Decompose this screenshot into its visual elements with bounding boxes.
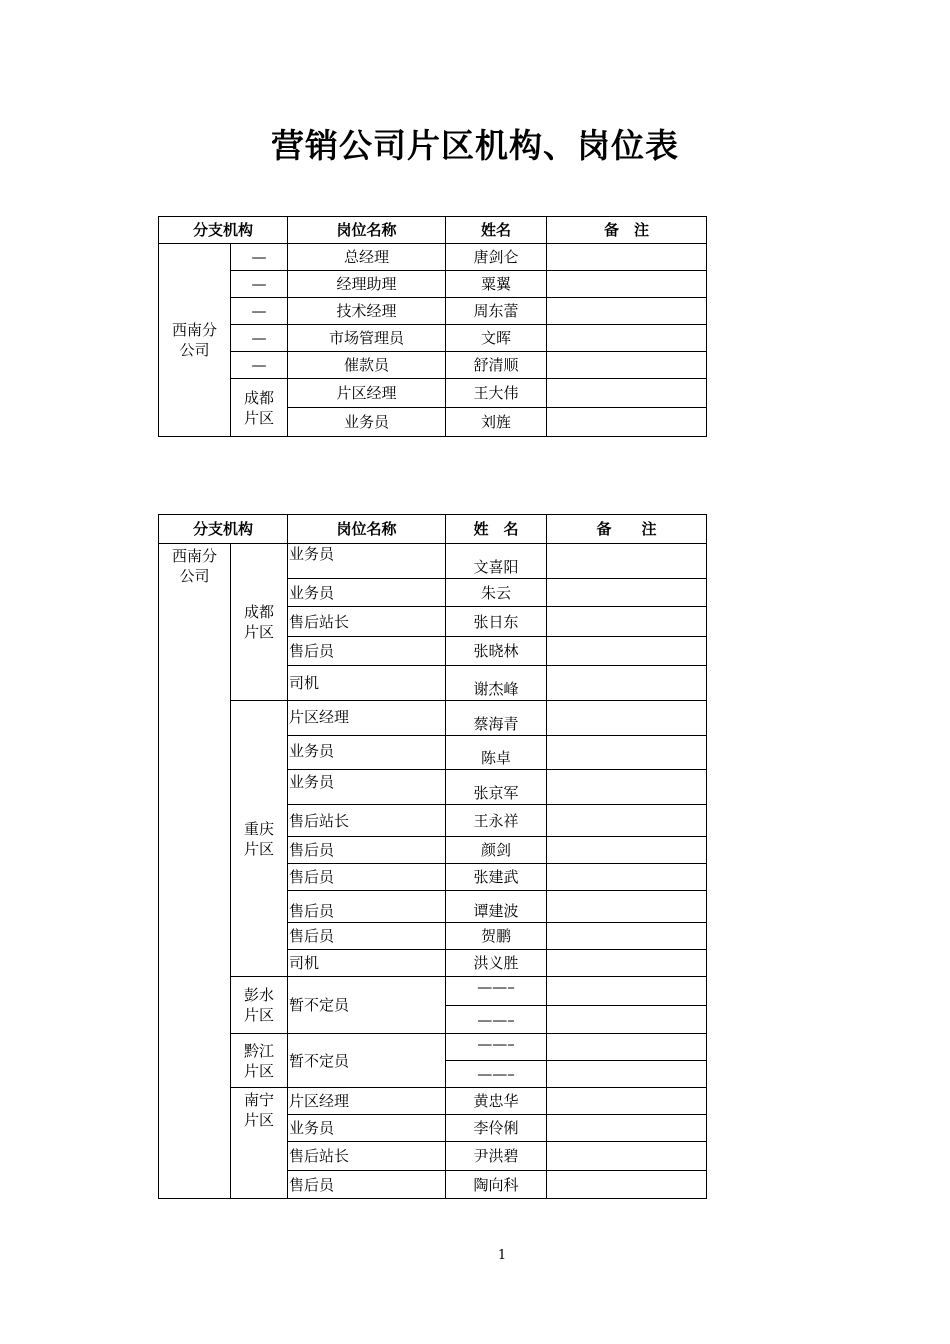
area-line: 重庆 bbox=[244, 819, 275, 838]
position-cell: 经理助理 bbox=[288, 271, 446, 298]
area-line: 彭水 bbox=[244, 986, 275, 1004]
area-line: 片区 bbox=[244, 623, 275, 641]
name-cell: 张日东 bbox=[446, 607, 547, 637]
remark-cell bbox=[547, 770, 707, 805]
org-table-2 bbox=[158, 514, 707, 1199]
name-cell: 粟翼 bbox=[446, 271, 547, 298]
position-cell: 总经理 bbox=[288, 244, 446, 271]
branch-line: 公司 bbox=[179, 567, 210, 585]
position-cell: 售后员 bbox=[288, 637, 446, 666]
name-cell: 黄忠华 bbox=[446, 1088, 547, 1115]
header-remark: 备 注 bbox=[547, 217, 707, 244]
area-line: 成都 bbox=[244, 388, 275, 407]
sub-dash: — bbox=[231, 352, 288, 379]
table-row bbox=[159, 1088, 707, 1115]
header-position: 岗位名称 bbox=[288, 515, 446, 544]
name-cell: 尹洪碧 bbox=[446, 1142, 547, 1171]
sub-dash: — bbox=[231, 325, 288, 352]
position-cell: 业务员 bbox=[288, 544, 446, 579]
position-cell: 售后站长 bbox=[288, 607, 446, 637]
sub-dash: — bbox=[231, 298, 288, 325]
table-row bbox=[159, 1034, 707, 1061]
name-cell: 洪义胜 bbox=[446, 950, 547, 977]
dash-placeholder: ——– bbox=[477, 1010, 515, 1029]
remark-cell bbox=[547, 637, 707, 666]
area-line: 片区 bbox=[244, 408, 275, 427]
branch-line: 西南分 bbox=[171, 547, 217, 565]
position-cell: 售后员 bbox=[288, 891, 446, 923]
name-cell: 蔡海青 bbox=[446, 701, 547, 736]
name-cell: 谭建波 bbox=[446, 891, 547, 923]
area-line: 黔江 bbox=[244, 1041, 275, 1060]
area-line: 片区 bbox=[244, 1061, 275, 1080]
name-cell: 李伶俐 bbox=[446, 1115, 547, 1142]
branch-line: 公司 bbox=[179, 341, 210, 359]
position-cell: 售后员 bbox=[288, 1171, 446, 1199]
name-cell bbox=[446, 1061, 547, 1088]
remark-cell bbox=[547, 891, 707, 923]
name-cell: 陶向科 bbox=[446, 1171, 547, 1199]
area-line: 片区 bbox=[244, 839, 275, 858]
name-cell: 张晓林 bbox=[446, 637, 547, 666]
table-row bbox=[159, 977, 707, 1006]
name-cell: 舒清顺 bbox=[446, 352, 547, 379]
name-cell: 刘旌 bbox=[446, 408, 547, 437]
remark-cell bbox=[547, 736, 707, 770]
area-line: 片区 bbox=[244, 1006, 275, 1024]
name-cell bbox=[446, 977, 547, 1006]
table-header-row bbox=[159, 515, 707, 544]
remark-cell bbox=[547, 1006, 707, 1034]
branch-line: 西南分 bbox=[171, 321, 217, 339]
position-cell: 业务员 bbox=[288, 579, 446, 607]
sub-dash: — bbox=[231, 271, 288, 298]
page-number: 1 bbox=[497, 1248, 507, 1263]
header-branch: 分支机构 bbox=[159, 515, 288, 544]
dash-placeholder: ——– bbox=[477, 1065, 515, 1083]
remark-cell bbox=[547, 1088, 707, 1115]
table-row bbox=[159, 701, 707, 736]
position-cell: 市场管理员 bbox=[288, 325, 446, 352]
name-cell: 谢杰峰 bbox=[446, 666, 547, 701]
chongqing-cell bbox=[231, 701, 288, 977]
dash-placeholder: ——– bbox=[477, 978, 515, 996]
name-cell: 文喜阳 bbox=[446, 544, 547, 579]
position-cell: 售后站长 bbox=[288, 805, 446, 837]
remark-cell bbox=[547, 701, 707, 736]
remark-cell bbox=[547, 805, 707, 837]
position-cell: 片区经理 bbox=[288, 1088, 446, 1115]
table-row bbox=[159, 298, 707, 325]
sub-dash: — bbox=[231, 244, 288, 271]
remark-cell bbox=[547, 1115, 707, 1142]
qianjiang-cell bbox=[231, 1034, 288, 1088]
header-position: 岗位名称 bbox=[288, 217, 446, 244]
position-cell: 业务员 bbox=[288, 736, 446, 770]
area-line: 南宁 bbox=[244, 1091, 275, 1109]
position-cell: 暂不定员 bbox=[288, 1034, 446, 1088]
table-row bbox=[159, 379, 707, 408]
nanning-cell bbox=[231, 1088, 288, 1199]
page-title: 营销公司片区机构、岗位表 bbox=[271, 126, 679, 165]
position-cell: 业务员 bbox=[288, 408, 446, 437]
position-cell: 售后员 bbox=[288, 864, 446, 891]
chengdu-cell bbox=[231, 379, 288, 437]
name-cell bbox=[446, 1034, 547, 1061]
name-cell: 周东蕾 bbox=[446, 298, 547, 325]
position-cell: 售后员 bbox=[288, 923, 446, 950]
position-cell: 售后员 bbox=[288, 837, 446, 864]
table-header-row bbox=[159, 217, 707, 244]
pengshui-cell bbox=[231, 977, 288, 1034]
remark-cell bbox=[547, 607, 707, 637]
branch-cell bbox=[159, 244, 231, 437]
table-row bbox=[159, 352, 707, 379]
chengdu-cell bbox=[231, 544, 288, 701]
remark-cell bbox=[547, 977, 707, 1006]
position-cell: 司机 bbox=[288, 666, 446, 701]
remark-cell bbox=[547, 379, 707, 408]
name-cell: 唐剑仑 bbox=[446, 244, 547, 271]
name-cell: 张京军 bbox=[446, 770, 547, 805]
position-cell: 片区经理 bbox=[288, 701, 446, 736]
remark-cell bbox=[547, 544, 707, 579]
name-cell: 朱云 bbox=[446, 579, 547, 607]
name-cell: 王永祥 bbox=[446, 805, 547, 837]
dash-placeholder: ——– bbox=[477, 1035, 515, 1053]
remark-cell bbox=[547, 950, 707, 977]
header-name: 姓 名 bbox=[446, 515, 547, 544]
name-cell: 王大伟 bbox=[446, 379, 547, 408]
name-cell: 贺鹏 bbox=[446, 923, 547, 950]
position-cell: 业务员 bbox=[288, 1115, 446, 1142]
remark-cell bbox=[547, 1171, 707, 1199]
remark-cell bbox=[547, 244, 707, 271]
remark-cell bbox=[547, 325, 707, 352]
remark-cell bbox=[547, 1142, 707, 1171]
header-remark: 备 注 bbox=[547, 515, 707, 544]
remark-cell bbox=[547, 837, 707, 864]
position-cell: 售后站长 bbox=[288, 1142, 446, 1171]
remark-cell bbox=[547, 923, 707, 950]
remark-cell bbox=[547, 579, 707, 607]
remark-cell bbox=[547, 1034, 707, 1061]
area-line: 成都 bbox=[244, 603, 275, 621]
branch-cell bbox=[159, 544, 231, 1199]
position-cell: 片区经理 bbox=[288, 379, 446, 408]
position-cell: 暂不定员 bbox=[288, 977, 446, 1034]
remark-cell bbox=[547, 1061, 707, 1088]
position-cell: 业务员 bbox=[288, 770, 446, 805]
position-cell: 催款员 bbox=[288, 352, 446, 379]
name-cell: 陈卓 bbox=[446, 736, 547, 770]
org-table-1 bbox=[158, 216, 707, 437]
table-row bbox=[159, 271, 707, 298]
position-cell: 技术经理 bbox=[288, 298, 446, 325]
remark-cell bbox=[547, 271, 707, 298]
table-row bbox=[159, 325, 707, 352]
remark-cell bbox=[547, 666, 707, 701]
name-cell: 张建武 bbox=[446, 864, 547, 891]
remark-cell bbox=[547, 298, 707, 325]
table-row bbox=[159, 244, 707, 271]
remark-cell bbox=[547, 352, 707, 379]
name-cell bbox=[446, 1006, 547, 1034]
header-branch: 分支机构 bbox=[159, 217, 288, 244]
area-line: 片区 bbox=[244, 1111, 275, 1129]
position-cell: 司机 bbox=[288, 950, 446, 977]
remark-cell bbox=[547, 864, 707, 891]
header-name: 姓名 bbox=[446, 217, 547, 244]
name-cell: 文晖 bbox=[446, 325, 547, 352]
table-row bbox=[159, 544, 707, 579]
remark-cell bbox=[547, 408, 707, 437]
name-cell: 颜剑 bbox=[446, 837, 547, 864]
